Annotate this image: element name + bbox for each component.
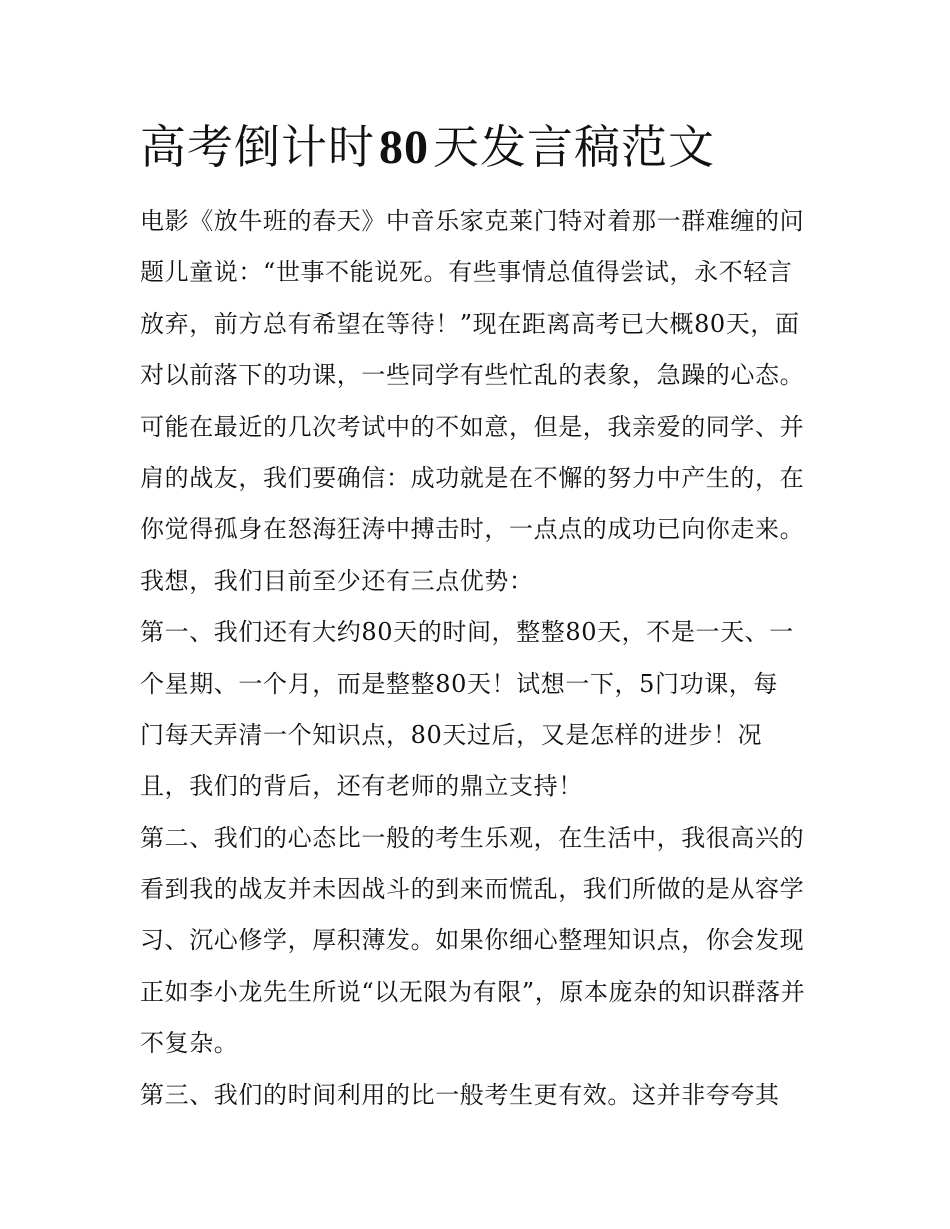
body-line: 你觉得孤身在怒海狂涛中搏击时，一点点的成功已向你走来。 xyxy=(140,515,805,544)
body-line: 不复杂。 xyxy=(140,1029,239,1058)
title-text-end: 天发言稿范文 xyxy=(433,120,715,174)
body-line: 第一、我们还有大约80天的时间，整整80天，不是一天、一 xyxy=(140,618,794,647)
body-line: 可能在最近的几次考试中的不如意，但是，我亲爱的同学、并 xyxy=(140,412,805,441)
body-line: 放弃，前方总有希望在等待！”现在距离高考已大概80天，面 xyxy=(140,309,800,338)
body-line: 看到我的战友并未因战斗的到来而慌乱，我们所做的是从容学 xyxy=(140,875,805,904)
body-line: 第三、我们的时间利用的比一般考生更有效。这并非夸夸其 xyxy=(140,1080,780,1109)
title-number: 80 xyxy=(379,121,429,174)
body-line: 我想，我们目前至少还有三点优势： xyxy=(140,566,534,595)
body-line: 门每天弄清一个知识点，80天过后，又是怎样的进步！况 xyxy=(140,720,763,749)
body-line: 且，我们的背后，还有老师的鼎立支持！ xyxy=(140,772,583,801)
document-title xyxy=(140,116,715,179)
document-body xyxy=(140,196,820,1121)
body-line: 个星期、一个月，而是整整80天！试想一下，5门功课，每 xyxy=(140,669,779,698)
body-line: 习、沉心修学，厚积薄发。如果你细心整理知识点，你会发现 xyxy=(140,926,805,955)
body-line: 正如李小龙先生所说“以无限为有限”，原本庞杂的知识群落并 xyxy=(140,977,806,1006)
title-text-start: 高考倒计时 xyxy=(140,120,375,174)
body-line: 第二、我们的心态比一般的考生乐观，在生活中，我很高兴的 xyxy=(140,823,805,852)
body-line: 肩的战友，我们要确信：成功就是在不懈的努力中产生的，在 xyxy=(140,463,805,492)
body-line: 题儿童说：“世事不能说死。有些事情总值得尝试，永不轻言 xyxy=(140,258,793,287)
body-line: 电影《放牛班的春天》中音乐家克莱门特对着那一群难缠的问 xyxy=(140,207,805,235)
body-line: 对以前落下的功课，一些同学有些忙乱的表象，急躁的心态。 xyxy=(140,361,805,390)
